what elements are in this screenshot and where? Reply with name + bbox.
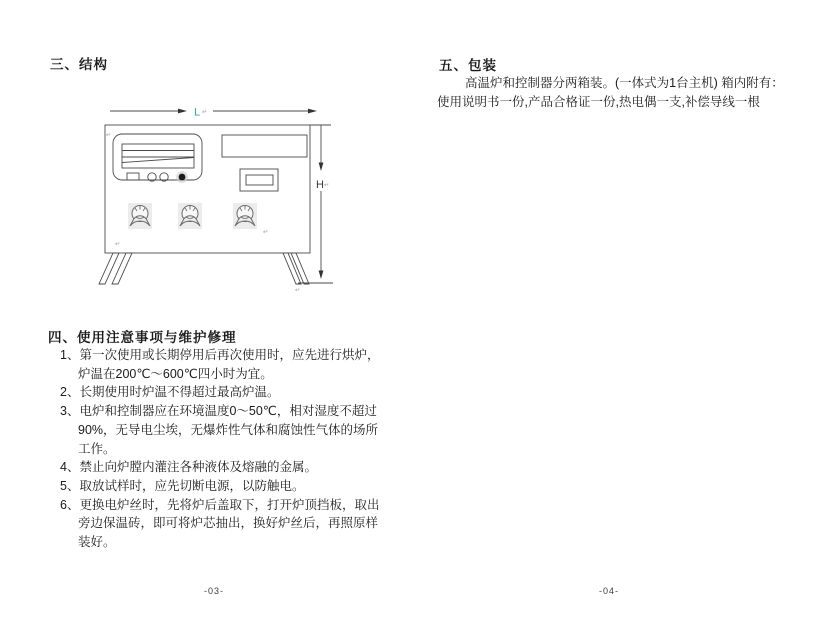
note-number: 4、: [60, 460, 80, 475]
section-packing-title: 五、包装: [439, 58, 497, 73]
packing-paragraph-line-2: 使用说明书一份,产品合格证一份,热电偶一支,补偿导线一根: [437, 95, 760, 109]
note-text: 旁边保温砖，即可将炉芯抽出，换好炉丝后，再照原样: [78, 516, 379, 531]
page-number-right: -04-: [598, 586, 619, 596]
note-line: [48, 533, 398, 552]
section-structure-title: 三、结构: [50, 57, 108, 72]
dimension-label-H: H: [316, 179, 324, 191]
note-text: 装好。: [78, 535, 116, 550]
return-mark-icon: ↵: [106, 132, 112, 139]
note-line: [48, 346, 398, 365]
furnace-diagram: [90, 93, 342, 300]
cabinet-legs: [99, 253, 309, 284]
note-text: 长期使用时炉温不得超过最高炉温。: [79, 385, 280, 400]
control-knob-3: [233, 203, 257, 229]
note-number: 2、: [60, 385, 80, 400]
display-window: [240, 169, 278, 191]
page-number-left: -03-: [203, 586, 224, 596]
meter-needle: [122, 158, 194, 163]
dimension-label-L: L: [194, 106, 201, 119]
usage-notes-list: [48, 346, 398, 552]
note-text: 工作。: [78, 441, 116, 456]
note-text: 炉温在200℃～600℃四小时为宜。: [78, 366, 273, 381]
nameplate: [222, 135, 307, 157]
return-mark-icon: ↵: [295, 287, 301, 294]
indicator-dot: [179, 174, 186, 181]
note-line: [48, 383, 398, 402]
note-line: [48, 421, 398, 440]
note-line: [48, 440, 398, 459]
return-mark-icon: ↵: [324, 182, 330, 189]
return-mark-icon: ↵: [202, 109, 208, 116]
note-line: [48, 365, 398, 384]
note-number: 5、: [60, 478, 80, 493]
note-line: [48, 477, 398, 496]
note-text: 禁止向炉膛内灌注各种液体及熔融的金属。: [79, 460, 317, 475]
meter-button: [127, 173, 139, 180]
note-text: 90%，无导电尘埃，无爆炸性气体和腐蚀性气体的场所: [78, 422, 379, 437]
note-number: 3、: [60, 404, 80, 419]
note-text: 电炉和控制器应在环境温度0～50℃，相对湿度不超过: [79, 404, 377, 419]
control-knob-1: [128, 203, 152, 229]
dimension-height: [298, 125, 333, 283]
note-line: [48, 514, 398, 533]
note-text: 第一次使用或长期停用后再次使用时，应先进行烘炉，: [79, 348, 380, 362]
note-line: [48, 496, 398, 515]
meter-scale-window: [122, 144, 194, 168]
return-mark-icon: ↵: [263, 229, 269, 236]
note-text: 更换电炉丝时，先将炉后盖取下，打开炉顶挡板，取出: [79, 497, 380, 512]
packing-paragraph-line-1: 高温炉和控制器分两箱装。(一体式为1台主机) 箱内附有：: [465, 76, 784, 90]
note-line: [48, 402, 398, 421]
dimension-length: [110, 107, 317, 119]
note-number: 1、: [60, 348, 80, 362]
note-number: 6、: [60, 497, 80, 512]
meter-panel: [113, 134, 202, 183]
control-knob-2: [178, 203, 202, 229]
note-line: [48, 458, 398, 477]
note-text: 取放试样时，应先切断电源，以防触电。: [79, 478, 305, 493]
return-mark-icon: ↵: [115, 241, 121, 248]
section-notes-title: 四、使用注意事项与维护修理: [48, 330, 237, 345]
